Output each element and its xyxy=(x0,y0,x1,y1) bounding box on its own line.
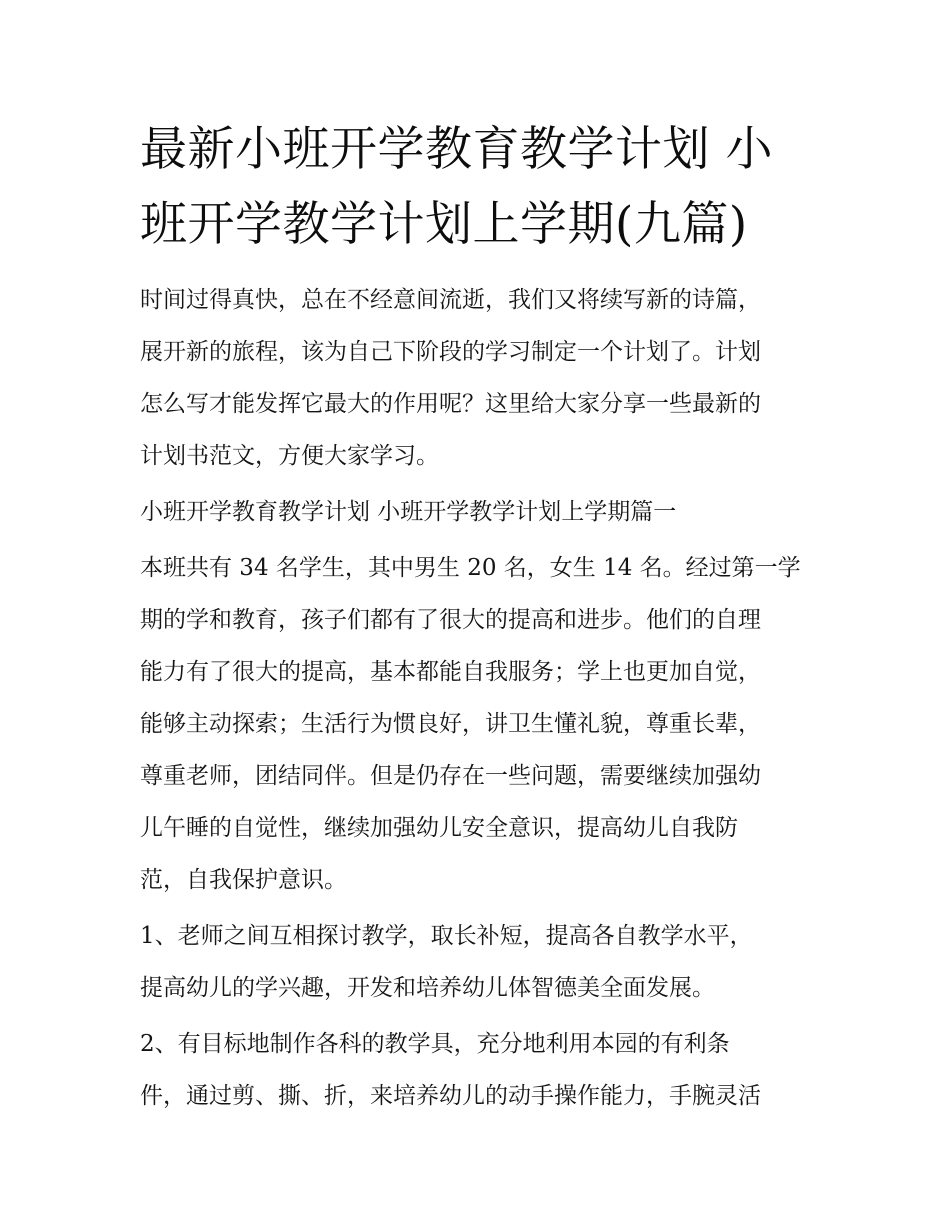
document-body xyxy=(140,274,812,1122)
text-line: 提高幼儿的学兴趣，开发和培养幼儿体智德美全面发展。 xyxy=(140,975,715,1001)
text-line: 范，自我保护意识。 xyxy=(140,867,347,893)
document-title xyxy=(140,112,812,262)
class-overview-paragraph xyxy=(140,542,812,906)
text-line: 2、有目标地制作各科的教学具，充分地利用本园的有利条 xyxy=(140,1031,730,1057)
text-line: 小班开学教育教学计划 小班开学教学计划上学期篇一 xyxy=(140,499,677,525)
text-line: 时间过得真快，总在不经意间流逝，我们又将续写新的诗篇， xyxy=(140,287,761,313)
title-line: 最新小班开学教育教学计划 小 xyxy=(140,122,773,177)
text-line: 本班共有 34 名学生，其中男生 20 名，女生 14 名。经过第一学 xyxy=(140,555,801,581)
text-line: 尊重老师，团结同伴。但是仍存在一些问题，需要继续加强幼 xyxy=(140,763,761,789)
text-line: 儿午睡的自觉性，继续加强幼儿安全意识，提高幼儿自我防 xyxy=(140,815,738,841)
text-line: 怎么写才能发挥它最大的作用呢？这里给大家分享一些最新的 xyxy=(140,391,761,417)
text-line: 期的学和教育，孩子们都有了很大的提高和进步。他们的自理 xyxy=(140,607,761,633)
text-line: 能够主动探索；生活行为惯良好，讲卫生懂礼貌，尊重长辈， xyxy=(140,711,761,737)
section-heading xyxy=(140,486,812,538)
numbered-item-1 xyxy=(140,910,812,1014)
text-line: 能力有了很大的提高，基本都能自我服务；学上也更加自觉， xyxy=(140,659,761,685)
numbered-item-2 xyxy=(140,1018,812,1122)
text-line: 计划书范文，方便大家学习。 xyxy=(140,443,439,469)
title-line: 班开学教学计划上学期(九篇) xyxy=(140,197,748,252)
text-line: 1、老师之间互相探讨教学，取长补短，提高各自教学水平， xyxy=(140,923,753,949)
text-line: 件，通过剪、撕、折，来培养幼儿的动手操作能力，手腕灵活 xyxy=(140,1083,761,1109)
document-content xyxy=(140,112,812,1126)
text-line: 展开新的旅程，该为自己下阶段的学习制定一个计划了。计划 xyxy=(140,339,761,365)
intro-paragraph xyxy=(140,274,812,482)
